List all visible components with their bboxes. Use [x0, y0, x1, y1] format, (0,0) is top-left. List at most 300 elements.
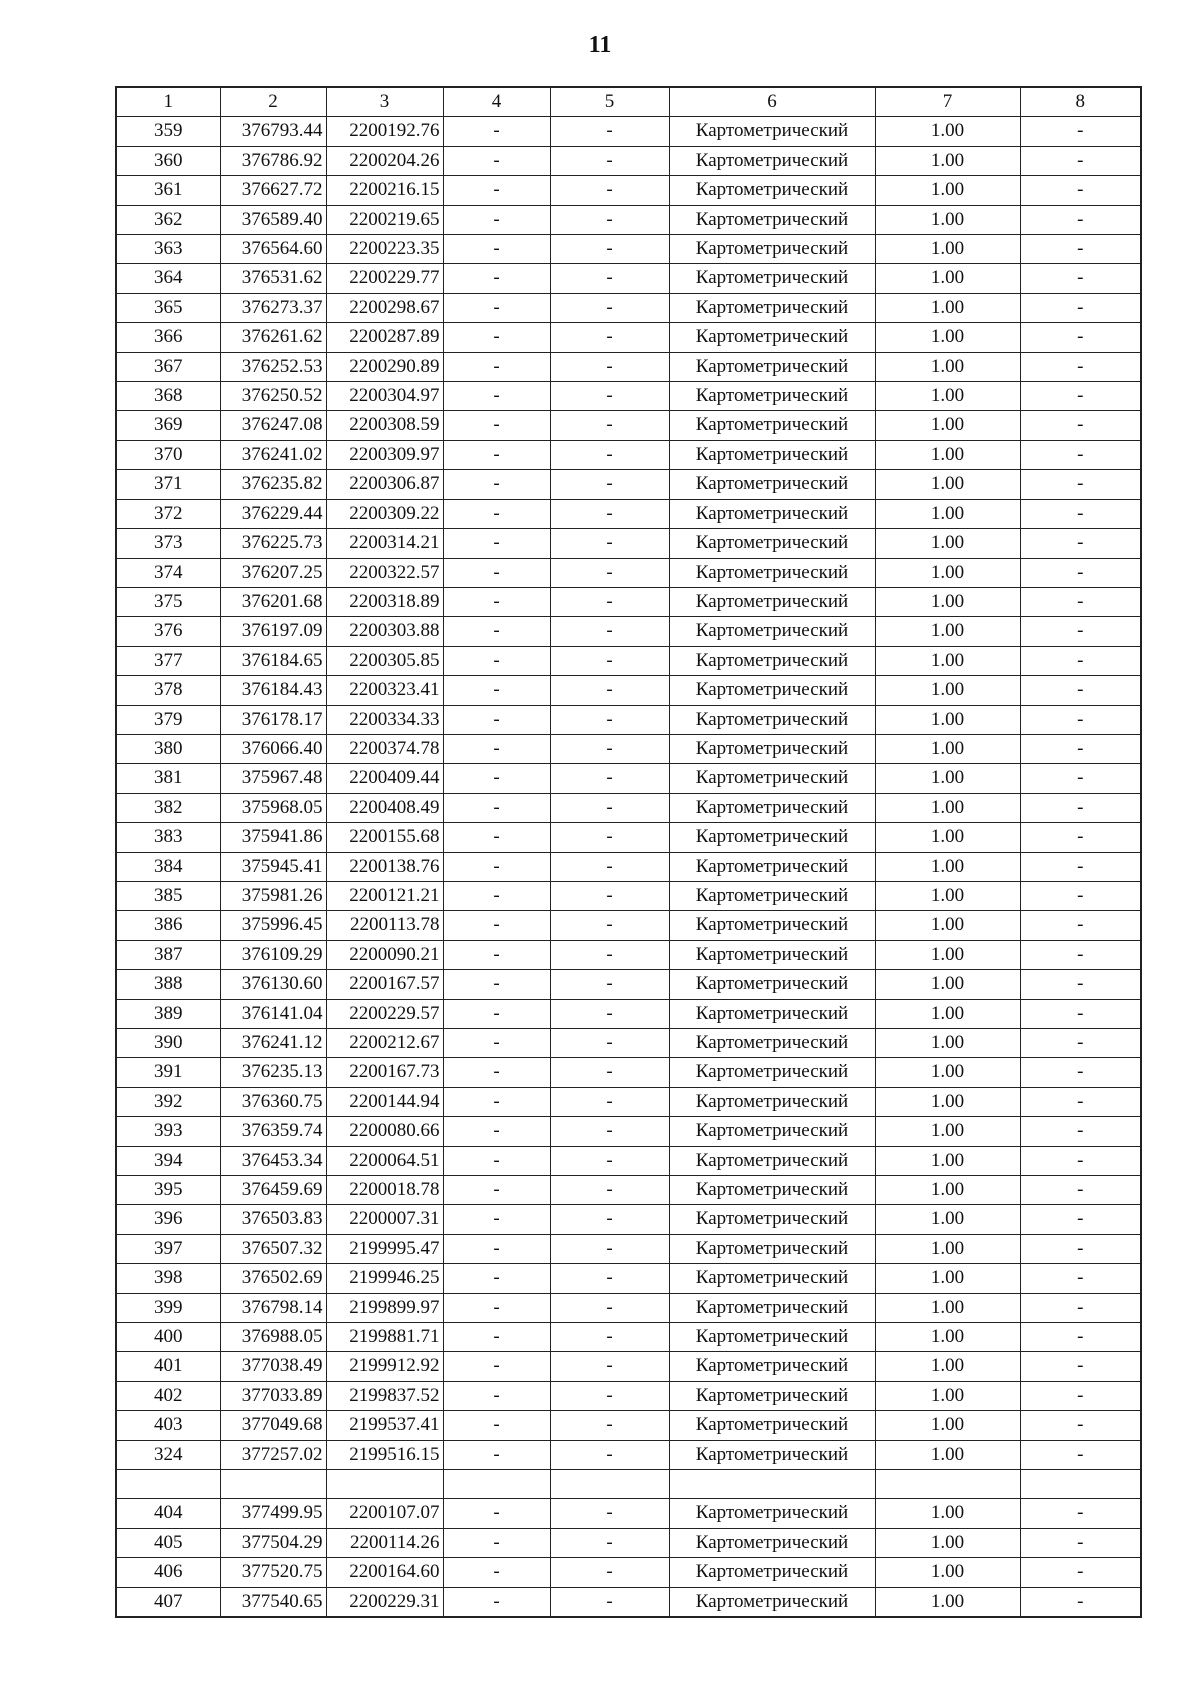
table-cell: - [1020, 940, 1141, 969]
table-row [116, 940, 1141, 969]
table-cell: 324 [116, 1440, 220, 1469]
table-cell: 370 [116, 440, 220, 469]
table-cell: - [550, 587, 669, 616]
table-cell: - [443, 293, 550, 322]
table-cell: 399 [116, 1293, 220, 1322]
table-cell: 376503.83 [220, 1205, 326, 1234]
table-cell: 376798.14 [220, 1293, 326, 1322]
table-cell: - [443, 1087, 550, 1116]
table-row [116, 1117, 1141, 1146]
table-cell: Картометрический [669, 1087, 875, 1116]
table-cell: - [1020, 440, 1141, 469]
table-cell: - [443, 529, 550, 558]
table-cell: 376531.62 [220, 264, 326, 293]
table-cell: 1.00 [875, 1087, 1020, 1116]
table-cell: - [550, 676, 669, 705]
table-row [116, 1499, 1141, 1528]
table-cell: - [1020, 470, 1141, 499]
table-cell: - [443, 1411, 550, 1440]
table-row [116, 1176, 1141, 1205]
table-cell: - [1020, 411, 1141, 440]
table-cell: 1.00 [875, 734, 1020, 763]
table-cell: - [550, 793, 669, 822]
table-cell: - [1020, 1146, 1141, 1175]
column-header: 6 [669, 87, 875, 117]
table-cell: 1.00 [875, 940, 1020, 969]
table-cell: 1.00 [875, 1293, 1020, 1322]
table-cell: 1.00 [875, 970, 1020, 999]
table-row [116, 205, 1141, 234]
table-row [116, 734, 1141, 763]
table-cell: 2200064.51 [326, 1146, 443, 1175]
table-cell: 1.00 [875, 999, 1020, 1028]
table-cell: - [550, 117, 669, 146]
table-cell: 1.00 [875, 1440, 1020, 1469]
table-cell: Картометрический [669, 1234, 875, 1263]
table-cell: 1.00 [875, 1381, 1020, 1410]
table-row [116, 587, 1141, 616]
table-cell: 2200287.89 [326, 323, 443, 352]
table-cell: 403 [116, 1411, 220, 1440]
table-cell: 2200308.59 [326, 411, 443, 440]
table-cell: 2199899.97 [326, 1293, 443, 1322]
table-cell: 1.00 [875, 352, 1020, 381]
table-row [116, 1587, 1141, 1617]
table-cell: 393 [116, 1117, 220, 1146]
table-row [116, 1205, 1141, 1234]
table-cell: - [443, 734, 550, 763]
table-row [116, 470, 1141, 499]
table-cell: - [443, 470, 550, 499]
table-cell: Картометрический [669, 823, 875, 852]
table-cell: 2200167.57 [326, 970, 443, 999]
table-cell: 2199516.15 [326, 1440, 443, 1469]
table-cell: 375996.45 [220, 911, 326, 940]
table-cell: - [550, 411, 669, 440]
table-cell: Картометрический [669, 1058, 875, 1087]
table-cell: 2200216.15 [326, 176, 443, 205]
table-cell: Картометрический [669, 940, 875, 969]
table-cell: - [1020, 1411, 1141, 1440]
table-cell: 2200090.21 [326, 940, 443, 969]
table-cell: 369 [116, 411, 220, 440]
table-cell: Картометрический [669, 793, 875, 822]
table-cell: Картометрический [669, 1264, 875, 1293]
table-row [116, 176, 1141, 205]
table-cell: 377504.29 [220, 1528, 326, 1557]
table-row [116, 411, 1141, 440]
table-cell: - [550, 205, 669, 234]
table-cell: Картометрический [669, 323, 875, 352]
table-cell: 2200323.41 [326, 676, 443, 705]
table-cell: - [1020, 617, 1141, 646]
table-cell: 398 [116, 1264, 220, 1293]
table-cell: - [1020, 1381, 1141, 1410]
table-row [116, 1058, 1141, 1087]
table-cell: - [1020, 734, 1141, 763]
table-cell: 375945.41 [220, 852, 326, 881]
table-cell: 1.00 [875, 1323, 1020, 1352]
table-cell: - [1020, 323, 1141, 352]
table-row [116, 1352, 1141, 1381]
table-cell: - [1020, 352, 1141, 381]
table-cell: Картометрический [669, 1440, 875, 1469]
table-cell: 377 [116, 646, 220, 675]
table-cell: 376 [116, 617, 220, 646]
table-cell: - [443, 970, 550, 999]
table-cell: 372 [116, 499, 220, 528]
table-cell: - [1020, 1558, 1141, 1587]
table-cell: - [443, 235, 550, 264]
table-cell: Картометрический [669, 1323, 875, 1352]
table-cell: 1.00 [875, 1411, 1020, 1440]
table-cell: - [1020, 529, 1141, 558]
table-cell [220, 1470, 326, 1499]
table-cell: 1.00 [875, 764, 1020, 793]
table-cell: 1.00 [875, 558, 1020, 587]
table-cell: 2200298.67 [326, 293, 443, 322]
table-cell: 377033.89 [220, 1381, 326, 1410]
table-row [116, 558, 1141, 587]
table-cell: 1.00 [875, 382, 1020, 411]
table-cell: 2200007.31 [326, 1205, 443, 1234]
table-row [116, 764, 1141, 793]
table-row [116, 1087, 1141, 1116]
table-cell: - [550, 1323, 669, 1352]
table-cell: 2200121.21 [326, 881, 443, 910]
table-cell: - [1020, 146, 1141, 175]
table-cell: 1.00 [875, 1587, 1020, 1617]
table-row [116, 852, 1141, 881]
table-cell: 380 [116, 734, 220, 763]
table-cell [326, 1470, 443, 1499]
table-cell: 376360.75 [220, 1087, 326, 1116]
table-cell: 2200303.88 [326, 617, 443, 646]
table-cell: - [550, 293, 669, 322]
table-cell: 376453.34 [220, 1146, 326, 1175]
table-cell: - [1020, 1440, 1141, 1469]
table-cell: 1.00 [875, 793, 1020, 822]
coordinates-table [115, 86, 1142, 1618]
table-cell: - [443, 1323, 550, 1352]
table-cell: - [443, 881, 550, 910]
table-cell: - [550, 1528, 669, 1557]
table-cell: - [1020, 205, 1141, 234]
table-cell: 378 [116, 676, 220, 705]
table-row [116, 323, 1141, 352]
table-cell: - [550, 1381, 669, 1410]
table-cell: - [1020, 1117, 1141, 1146]
table-cell: 2200192.76 [326, 117, 443, 146]
table-cell: - [443, 793, 550, 822]
table-cell: Картометрический [669, 264, 875, 293]
table-cell: 376241.02 [220, 440, 326, 469]
table-cell: - [443, 617, 550, 646]
table-cell: 2200309.22 [326, 499, 443, 528]
table-cell: 376250.52 [220, 382, 326, 411]
table-cell: - [443, 1029, 550, 1058]
table-cell: - [1020, 1264, 1141, 1293]
table-cell: - [1020, 1234, 1141, 1263]
table-cell: 376247.08 [220, 411, 326, 440]
table-cell: - [1020, 881, 1141, 910]
table-cell: - [443, 1176, 550, 1205]
table-cell: 377257.02 [220, 1440, 326, 1469]
table-cell: 383 [116, 823, 220, 852]
table-cell: - [550, 1087, 669, 1116]
table-cell: Картометрический [669, 852, 875, 881]
table-cell: Картометрический [669, 1352, 875, 1381]
table-cell: 376109.29 [220, 940, 326, 969]
table-cell: - [443, 382, 550, 411]
table-cell: 2200164.60 [326, 1558, 443, 1587]
table-cell: 2200334.33 [326, 705, 443, 734]
table-cell: 2200306.87 [326, 470, 443, 499]
table-cell: 390 [116, 1029, 220, 1058]
table-row [116, 705, 1141, 734]
table-cell: 2200318.89 [326, 587, 443, 616]
table-cell: - [443, 1381, 550, 1410]
table-cell: - [1020, 1587, 1141, 1617]
table-cell: Картометрический [669, 235, 875, 264]
table-cell [669, 1470, 875, 1499]
table-cell: - [550, 1234, 669, 1263]
table-cell: - [550, 1058, 669, 1087]
table-cell: - [550, 1352, 669, 1381]
table-cell: 394 [116, 1146, 220, 1175]
table-cell: 1.00 [875, 529, 1020, 558]
table-cell: 375981.26 [220, 881, 326, 910]
table-cell: - [1020, 1528, 1141, 1557]
table-cell: 376178.17 [220, 705, 326, 734]
table-cell: 1.00 [875, 470, 1020, 499]
table-cell: 382 [116, 793, 220, 822]
table-row [116, 1323, 1141, 1352]
table-cell: 377499.95 [220, 1499, 326, 1528]
table-cell: - [1020, 852, 1141, 881]
table-cell: Картометрический [669, 529, 875, 558]
table-cell: 376235.13 [220, 1058, 326, 1087]
table-row [116, 499, 1141, 528]
table-cell: 386 [116, 911, 220, 940]
table-cell: - [443, 117, 550, 146]
table-cell: 376197.09 [220, 617, 326, 646]
table-cell: - [1020, 382, 1141, 411]
table-cell: - [550, 176, 669, 205]
table-cell: 377540.65 [220, 1587, 326, 1617]
table-cell: 371 [116, 470, 220, 499]
table-cell: 406 [116, 1558, 220, 1587]
table-cell: Картометрический [669, 1587, 875, 1617]
table-cell: 407 [116, 1587, 220, 1617]
table-cell: - [550, 1499, 669, 1528]
table-cell: 1.00 [875, 1146, 1020, 1175]
table-cell: 2200229.57 [326, 999, 443, 1028]
table-cell: 376235.82 [220, 470, 326, 499]
table-cell: Картометрический [669, 911, 875, 940]
table-cell: - [1020, 117, 1141, 146]
table-cell: - [550, 646, 669, 675]
table-cell: 377038.49 [220, 1352, 326, 1381]
table-cell: 2200408.49 [326, 793, 443, 822]
table-cell: 385 [116, 881, 220, 910]
table-cell: 375967.48 [220, 764, 326, 793]
table-cell: Картометрический [669, 1176, 875, 1205]
table-cell: - [1020, 1293, 1141, 1322]
table-cell: - [550, 1411, 669, 1440]
table-cell: Картометрический [669, 293, 875, 322]
table-cell: - [1020, 1029, 1141, 1058]
table-cell: - [550, 558, 669, 587]
table-cell: Картометрический [669, 440, 875, 469]
table-cell: Картометрический [669, 352, 875, 381]
table-cell: Картометрический [669, 176, 875, 205]
table-cell: 1.00 [875, 1176, 1020, 1205]
table-cell: 405 [116, 1528, 220, 1557]
table-cell: - [443, 146, 550, 175]
table-cell: 2200113.78 [326, 911, 443, 940]
table-cell: - [443, 176, 550, 205]
table-cell: - [443, 911, 550, 940]
table-row [116, 1029, 1141, 1058]
table-cell: 2200322.57 [326, 558, 443, 587]
table-cell: 362 [116, 205, 220, 234]
table-cell: 1.00 [875, 411, 1020, 440]
table-cell: 2200167.73 [326, 1058, 443, 1087]
table-cell: - [550, 1029, 669, 1058]
table-cell: 376184.43 [220, 676, 326, 705]
table-cell: 376201.68 [220, 587, 326, 616]
table-cell: - [550, 999, 669, 1028]
table-row [116, 970, 1141, 999]
table-cell: 376627.72 [220, 176, 326, 205]
table-cell: 392 [116, 1087, 220, 1116]
table-cell: - [1020, 499, 1141, 528]
table-cell: - [1020, 1499, 1141, 1528]
table-cell: 1.00 [875, 617, 1020, 646]
table-row [116, 1293, 1141, 1322]
table-cell: - [550, 1587, 669, 1617]
table-cell: Картометрический [669, 1528, 875, 1557]
table-cell: - [443, 1528, 550, 1557]
table-body [116, 117, 1141, 1617]
table-cell: 2200144.94 [326, 1087, 443, 1116]
table-cell: 1.00 [875, 146, 1020, 175]
table-cell: 1.00 [875, 1205, 1020, 1234]
table-cell: 376141.04 [220, 999, 326, 1028]
table-cell: - [443, 676, 550, 705]
table-row [116, 352, 1141, 381]
table-cell: - [443, 852, 550, 881]
table-cell: 379 [116, 705, 220, 734]
table-cell: - [443, 1440, 550, 1469]
table-cell: Картометрический [669, 1205, 875, 1234]
table-cell: 2200304.97 [326, 382, 443, 411]
table-cell: 363 [116, 235, 220, 264]
table-cell: 1.00 [875, 1117, 1020, 1146]
table-cell: 2200138.76 [326, 852, 443, 881]
table-cell: 391 [116, 1058, 220, 1087]
table-cell: - [550, 734, 669, 763]
table-cell: Картометрический [669, 1117, 875, 1146]
table-cell: - [1020, 587, 1141, 616]
table-row [116, 440, 1141, 469]
table-cell: - [1020, 676, 1141, 705]
table-cell: - [550, 705, 669, 734]
table-cell: - [443, 1058, 550, 1087]
table-cell: 377049.68 [220, 1411, 326, 1440]
table-cell: 1.00 [875, 676, 1020, 705]
table-row [116, 793, 1141, 822]
table-cell: 1.00 [875, 1058, 1020, 1087]
table-cell: Картометрический [669, 1558, 875, 1587]
table-cell: Картометрический [669, 470, 875, 499]
table-cell: - [1020, 1205, 1141, 1234]
table-cell: 1.00 [875, 705, 1020, 734]
table-cell: 376507.32 [220, 1234, 326, 1263]
table-cell: 1.00 [875, 1528, 1020, 1557]
table-cell: - [443, 1234, 550, 1263]
table-cell: Картометрический [669, 705, 875, 734]
table-cell: 376261.62 [220, 323, 326, 352]
table-row [116, 529, 1141, 558]
table-row [116, 1528, 1141, 1557]
table-cell: Картометрический [669, 1029, 875, 1058]
table-cell: 2200212.67 [326, 1029, 443, 1058]
table-cell: 401 [116, 1352, 220, 1381]
table-row [116, 999, 1141, 1028]
table-cell: Картометрический [669, 499, 875, 528]
table-cell: 365 [116, 293, 220, 322]
table-cell: - [443, 499, 550, 528]
table-cell: 396 [116, 1205, 220, 1234]
table-cell: 1.00 [875, 440, 1020, 469]
table-cell: - [1020, 235, 1141, 264]
table-cell: - [443, 999, 550, 1028]
table-cell: Картометрический [669, 617, 875, 646]
table-cell: - [443, 1352, 550, 1381]
table-cell: - [550, 1440, 669, 1469]
table-cell: - [1020, 1087, 1141, 1116]
table-cell: - [550, 235, 669, 264]
table-cell: Картометрический [669, 146, 875, 175]
table-cell: Картометрический [669, 646, 875, 675]
table-cell: 1.00 [875, 117, 1020, 146]
table-cell: 2200290.89 [326, 352, 443, 381]
table-cell: 1.00 [875, 881, 1020, 910]
table-cell: 1.00 [875, 235, 1020, 264]
table-row [116, 1381, 1141, 1410]
table-cell: 375941.86 [220, 823, 326, 852]
table-cell: - [443, 587, 550, 616]
table-cell: 389 [116, 999, 220, 1028]
table-cell: Картометрический [669, 117, 875, 146]
table-cell: - [1020, 1176, 1141, 1205]
table-cell: - [443, 205, 550, 234]
table-cell: - [550, 529, 669, 558]
table-cell: 376786.92 [220, 146, 326, 175]
table-cell: 1.00 [875, 911, 1020, 940]
table-cell: 376502.69 [220, 1264, 326, 1293]
table-cell: - [443, 646, 550, 675]
table-cell: 381 [116, 764, 220, 793]
table-cell: Картометрический [669, 1381, 875, 1410]
table-cell: - [550, 940, 669, 969]
table-cell: 375 [116, 587, 220, 616]
table-row [116, 1558, 1141, 1587]
table-cell: - [1020, 793, 1141, 822]
table-cell: 1.00 [875, 293, 1020, 322]
